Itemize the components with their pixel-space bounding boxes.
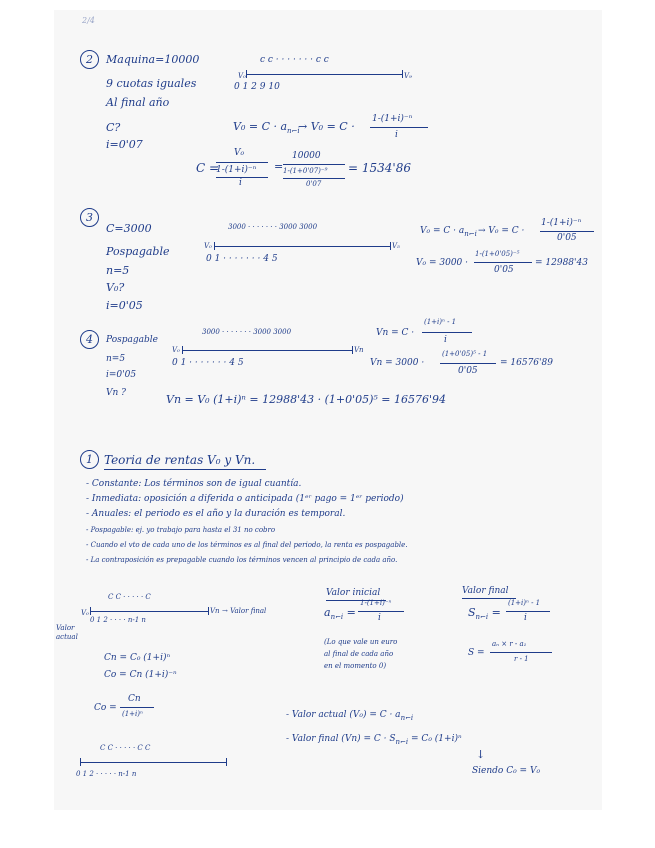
ex2-c-den1b: i bbox=[239, 178, 242, 188]
theory-def-valor-final-end: = C₀ (1+i)ⁿ bbox=[411, 734, 462, 744]
ex2-c-num1: V₀ bbox=[234, 148, 245, 158]
theory-vf-fraction-bar bbox=[506, 611, 550, 612]
exercise-4-number: 4 bbox=[80, 330, 99, 349]
theory-vf-lhs-sub: n⌐i bbox=[475, 613, 489, 622]
ex4-fraction-bar-2 bbox=[440, 363, 496, 364]
ex4-statement-3: i=0'05 bbox=[106, 370, 137, 380]
ex2-formula-v0-den: i bbox=[395, 130, 398, 140]
ex2-c-result: = 1534'86 bbox=[348, 161, 411, 175]
ex4-tick-end bbox=[352, 346, 353, 354]
ex2-c-num2: 10000 bbox=[292, 151, 321, 161]
theory-va-note-2: al final de cada año bbox=[324, 650, 394, 658]
theory-def-valor-actual bbox=[286, 710, 413, 723]
ex2-formula-v0-text: V₀ = C · a bbox=[233, 120, 288, 133]
ex2-timeline-axis bbox=[246, 74, 402, 75]
ex2-statement-1: Maquina=10000 bbox=[106, 53, 200, 66]
ex2-c-den2b: 0'07 bbox=[306, 180, 322, 188]
theory-vf-den: i bbox=[524, 613, 527, 623]
ex3-fraction-bar-1 bbox=[540, 231, 594, 232]
ex3-timeline-v0: V₀ bbox=[204, 242, 212, 250]
ex3-formula-values-num: 1-(1+0'05)⁻⁵ bbox=[475, 250, 520, 258]
theory-timeline-vn-label: → Valor final bbox=[222, 607, 267, 615]
theory-co-den: (1+i)ⁿ bbox=[122, 710, 143, 718]
theory-valor-actual-label: Valor actual bbox=[56, 624, 78, 641]
theory-bullet-inmediata: - Inmediata: oposición a diferida o anticipada (1ᵉʳ pago = 1ᵉʳ periodo) bbox=[86, 494, 404, 504]
theory-timeline-payments: C C · · · · · C bbox=[108, 593, 151, 601]
ex4-formula-values-num: (1+0'05)⁵ - 1 bbox=[442, 350, 488, 358]
ex4-formula-vn-num: (1+i)ⁿ - 1 bbox=[424, 318, 457, 326]
theory-va-lhs bbox=[324, 606, 356, 622]
theory-s-num: aₙ × r - a₁ bbox=[492, 640, 527, 648]
ex4-statement-1: Pospagable bbox=[106, 335, 158, 345]
theory-def-valor-final bbox=[286, 734, 462, 747]
ex4-formula-vn: Vn = C · bbox=[376, 328, 415, 338]
ex3-formula-v0-num: 1-(1+i)⁻ⁿ bbox=[541, 218, 582, 228]
ex3-timeline-payments: 3000 · · · · · · · 3000 3000 bbox=[228, 223, 318, 231]
theory-vf-title: Valor final bbox=[462, 586, 509, 596]
theory-vf-lhs-text: S bbox=[468, 606, 476, 619]
ex4-formula-values: Vn = 3000 · bbox=[370, 358, 425, 368]
page-reference: 2/4 bbox=[82, 16, 95, 25]
theory-s-fraction-bar bbox=[490, 652, 552, 653]
ex3-timeline-vn: V₅ bbox=[392, 242, 400, 250]
ex2-c-den2: 1-(1+0'07)⁻⁹ bbox=[283, 167, 328, 175]
ex2-timeline-payments: c c · · · · · · · c c bbox=[260, 55, 329, 65]
theory-bullet-constante: - Constante: Los términos son de igual cuantía. bbox=[86, 479, 302, 489]
ex3-formula-v0 bbox=[420, 226, 477, 239]
theory-timeline-vn: Vn bbox=[210, 607, 220, 615]
ex3-tick-start bbox=[214, 242, 215, 250]
ex2-timeline-vn: V₉ bbox=[404, 72, 412, 80]
theory-s-lhs: S = bbox=[468, 648, 485, 658]
ex2-tick-start bbox=[246, 70, 247, 78]
ex2-statement-2: 9 cuotas iguales bbox=[106, 77, 197, 90]
ex3-statement-1: C=3000 bbox=[106, 222, 152, 235]
ex2-c-lhs: C = bbox=[196, 161, 220, 175]
theory-co-fraction-bar bbox=[120, 707, 154, 708]
theory-timeline-periods: 0 1 2 · · · · n-1 n bbox=[90, 616, 146, 624]
ex4-statement-2: n=5 bbox=[106, 354, 126, 364]
ex4-statement-4: Vn ? bbox=[106, 388, 126, 398]
ex2-statement-5: i=0'07 bbox=[106, 138, 143, 151]
ex3-formula-v0-text: V₀ = C · a bbox=[420, 226, 465, 236]
ex4-timeline-v0: V₀ bbox=[172, 346, 180, 354]
ex2-timeline-v0: V₀ bbox=[238, 72, 246, 80]
ex3-timeline-periods: 0 1 · · · · · · · 4 5 bbox=[206, 254, 278, 264]
theory-va-title: Valor inicial bbox=[326, 588, 381, 598]
theory-def-valor-actual-text: - Valor actual (V₀) = C · a bbox=[286, 710, 401, 720]
ex2-formula-v0b: → V₀ = C · bbox=[298, 120, 355, 133]
ex2-timeline-periods: 0 1 2 9 10 bbox=[234, 82, 280, 92]
ex2-fraction-bar-5 bbox=[283, 178, 345, 179]
theory-s-den: r - 1 bbox=[514, 655, 529, 663]
theory-va-lhs-sub: n⌐i bbox=[330, 613, 344, 622]
ex4-result: = 16576'89 bbox=[500, 358, 553, 368]
ex4-timeline-vn: Vn bbox=[354, 346, 364, 354]
ex4-fraction-bar-1 bbox=[422, 332, 472, 333]
ex3-tick-end bbox=[390, 242, 391, 250]
ex2-fraction-bar-1 bbox=[370, 127, 428, 128]
ex3-formula-v0-den: 0'05 bbox=[557, 233, 577, 243]
theory-number: 1 bbox=[80, 450, 99, 469]
ex4-bottom-equation: Vn = V₀ (1+i)ⁿ = 12988'43 · (1+0'05)⁵ = 16576'94 bbox=[166, 393, 447, 406]
ex3-fraction-bar-2 bbox=[474, 262, 532, 263]
theory-vf-eq: = bbox=[488, 606, 501, 619]
theory-va-den: i bbox=[378, 613, 381, 623]
theory-tick2-start bbox=[80, 758, 81, 766]
ex2-statement-4: C? bbox=[106, 121, 121, 134]
theory-tick-start bbox=[90, 607, 91, 615]
ex2-formula-v0-sub: n⌐i bbox=[287, 127, 300, 136]
ex4-tick-start bbox=[182, 346, 183, 354]
theory-def-valor-final-text: - Valor final (Vn) = C · S bbox=[286, 734, 396, 744]
ex3-statement-4: V₀? bbox=[106, 281, 125, 294]
exercise-2-number: 2 bbox=[80, 50, 99, 69]
ex2-c-den1: 1-(1+i)⁻ⁿ bbox=[216, 165, 257, 175]
theory-timeline-v0: V₀ bbox=[81, 609, 89, 617]
ex2-fraction-bar-4 bbox=[283, 164, 345, 165]
ex3-statement-5: i=0'05 bbox=[106, 299, 143, 312]
theory-vf-num: (1+i)ⁿ - 1 bbox=[508, 599, 541, 607]
theory-def-valor-final-sub: n⌐i bbox=[395, 737, 409, 746]
ex2-tick-end bbox=[402, 70, 403, 78]
theory-cn-formula: Cn = C₀ (1+i)ⁿ bbox=[104, 653, 171, 663]
theory-va-note-1: (Lo que vale un euro bbox=[324, 638, 398, 646]
theory-va-num: 1-(1+i)⁻ⁿ bbox=[360, 599, 392, 607]
theory-co-formula: Co = Cn (1+i)⁻ⁿ bbox=[104, 670, 177, 680]
ex2-statement-3: Al final año bbox=[106, 96, 170, 109]
ex3-statement-2: Pospagable bbox=[106, 245, 170, 258]
ex4-formula-values-den: 0'05 bbox=[458, 366, 478, 376]
theory-def-valor-actual-sub: n⌐i bbox=[400, 713, 414, 722]
theory-down-arrow: ↓ bbox=[476, 748, 486, 761]
theory-va-fraction-bar bbox=[358, 611, 404, 612]
ex3-formula-values-den: 0'05 bbox=[494, 265, 514, 275]
theory-bullet-pospagable: - Pospagable: ej. yo trabajo para hasta el 31 no cobro bbox=[86, 526, 276, 534]
theory-siendo: Siendo C₀ = V₀ bbox=[472, 766, 541, 776]
handwritten-page bbox=[54, 10, 602, 810]
theory-vf-lhs bbox=[468, 606, 501, 622]
ex4-timeline-axis bbox=[182, 350, 352, 351]
ex4-timeline-periods: 0 1 · · · · · · · 4 5 bbox=[172, 358, 244, 368]
theory-timeline-axis bbox=[90, 611, 208, 612]
ex3-formula-v0b: → V₀ = C · bbox=[478, 226, 525, 236]
theory-co-lhs: Co = bbox=[94, 703, 117, 713]
theory-title-underline bbox=[104, 469, 266, 470]
theory-va-eq: = bbox=[343, 606, 356, 619]
ex4-formula-vn-den: i bbox=[444, 335, 447, 345]
ex3-result: = 12988'43 bbox=[535, 258, 588, 268]
ex3-formula-v0-sub: n⌐i bbox=[464, 229, 477, 238]
theory-timeline-2-periods: 0 1 2 · · · · · n-1 n bbox=[76, 770, 137, 778]
theory-bullet-anuales: - Anuales: el periodo es el año y la duración es temporal. bbox=[86, 509, 346, 519]
ex2-formula-v0 bbox=[233, 120, 300, 136]
ex2-fraction-bar-2 bbox=[216, 162, 268, 163]
theory-title: Teoria de rentas V₀ y Vn. bbox=[104, 453, 256, 467]
theory-bullet-vencimiento: - Cuando el vto de cada uno de los términos es al final del periodo, la renta es pospagable. bbox=[86, 541, 408, 549]
theory-bullet-prepagable: - La contraposición es prepagable cuando los términos vencen al principio de cada año. bbox=[86, 556, 398, 564]
theory-timeline-2-payments: C C · · · · · C C bbox=[100, 744, 151, 752]
ex3-timeline-axis bbox=[214, 246, 390, 247]
theory-va-lhs-text: a bbox=[324, 606, 331, 619]
theory-tick2-end bbox=[226, 758, 227, 766]
theory-timeline-2-axis bbox=[80, 762, 226, 763]
ex3-statement-3: n=5 bbox=[106, 264, 130, 277]
theory-va-note-3: en el momento 0) bbox=[324, 662, 387, 670]
theory-co-num: Cn bbox=[128, 694, 141, 704]
ex2-fraction-bar-3 bbox=[216, 177, 268, 178]
ex2-c-eq: = bbox=[274, 160, 284, 173]
ex4-timeline-payments: 3000 · · · · · · · 3000 3000 bbox=[202, 328, 292, 336]
exercise-3-number: 3 bbox=[80, 208, 99, 227]
theory-tick-end bbox=[208, 607, 209, 615]
ex2-formula-v0-num: 1-(1+i)⁻ⁿ bbox=[372, 114, 413, 124]
ex3-formula-v0-values: V₀ = 3000 · bbox=[416, 258, 468, 268]
